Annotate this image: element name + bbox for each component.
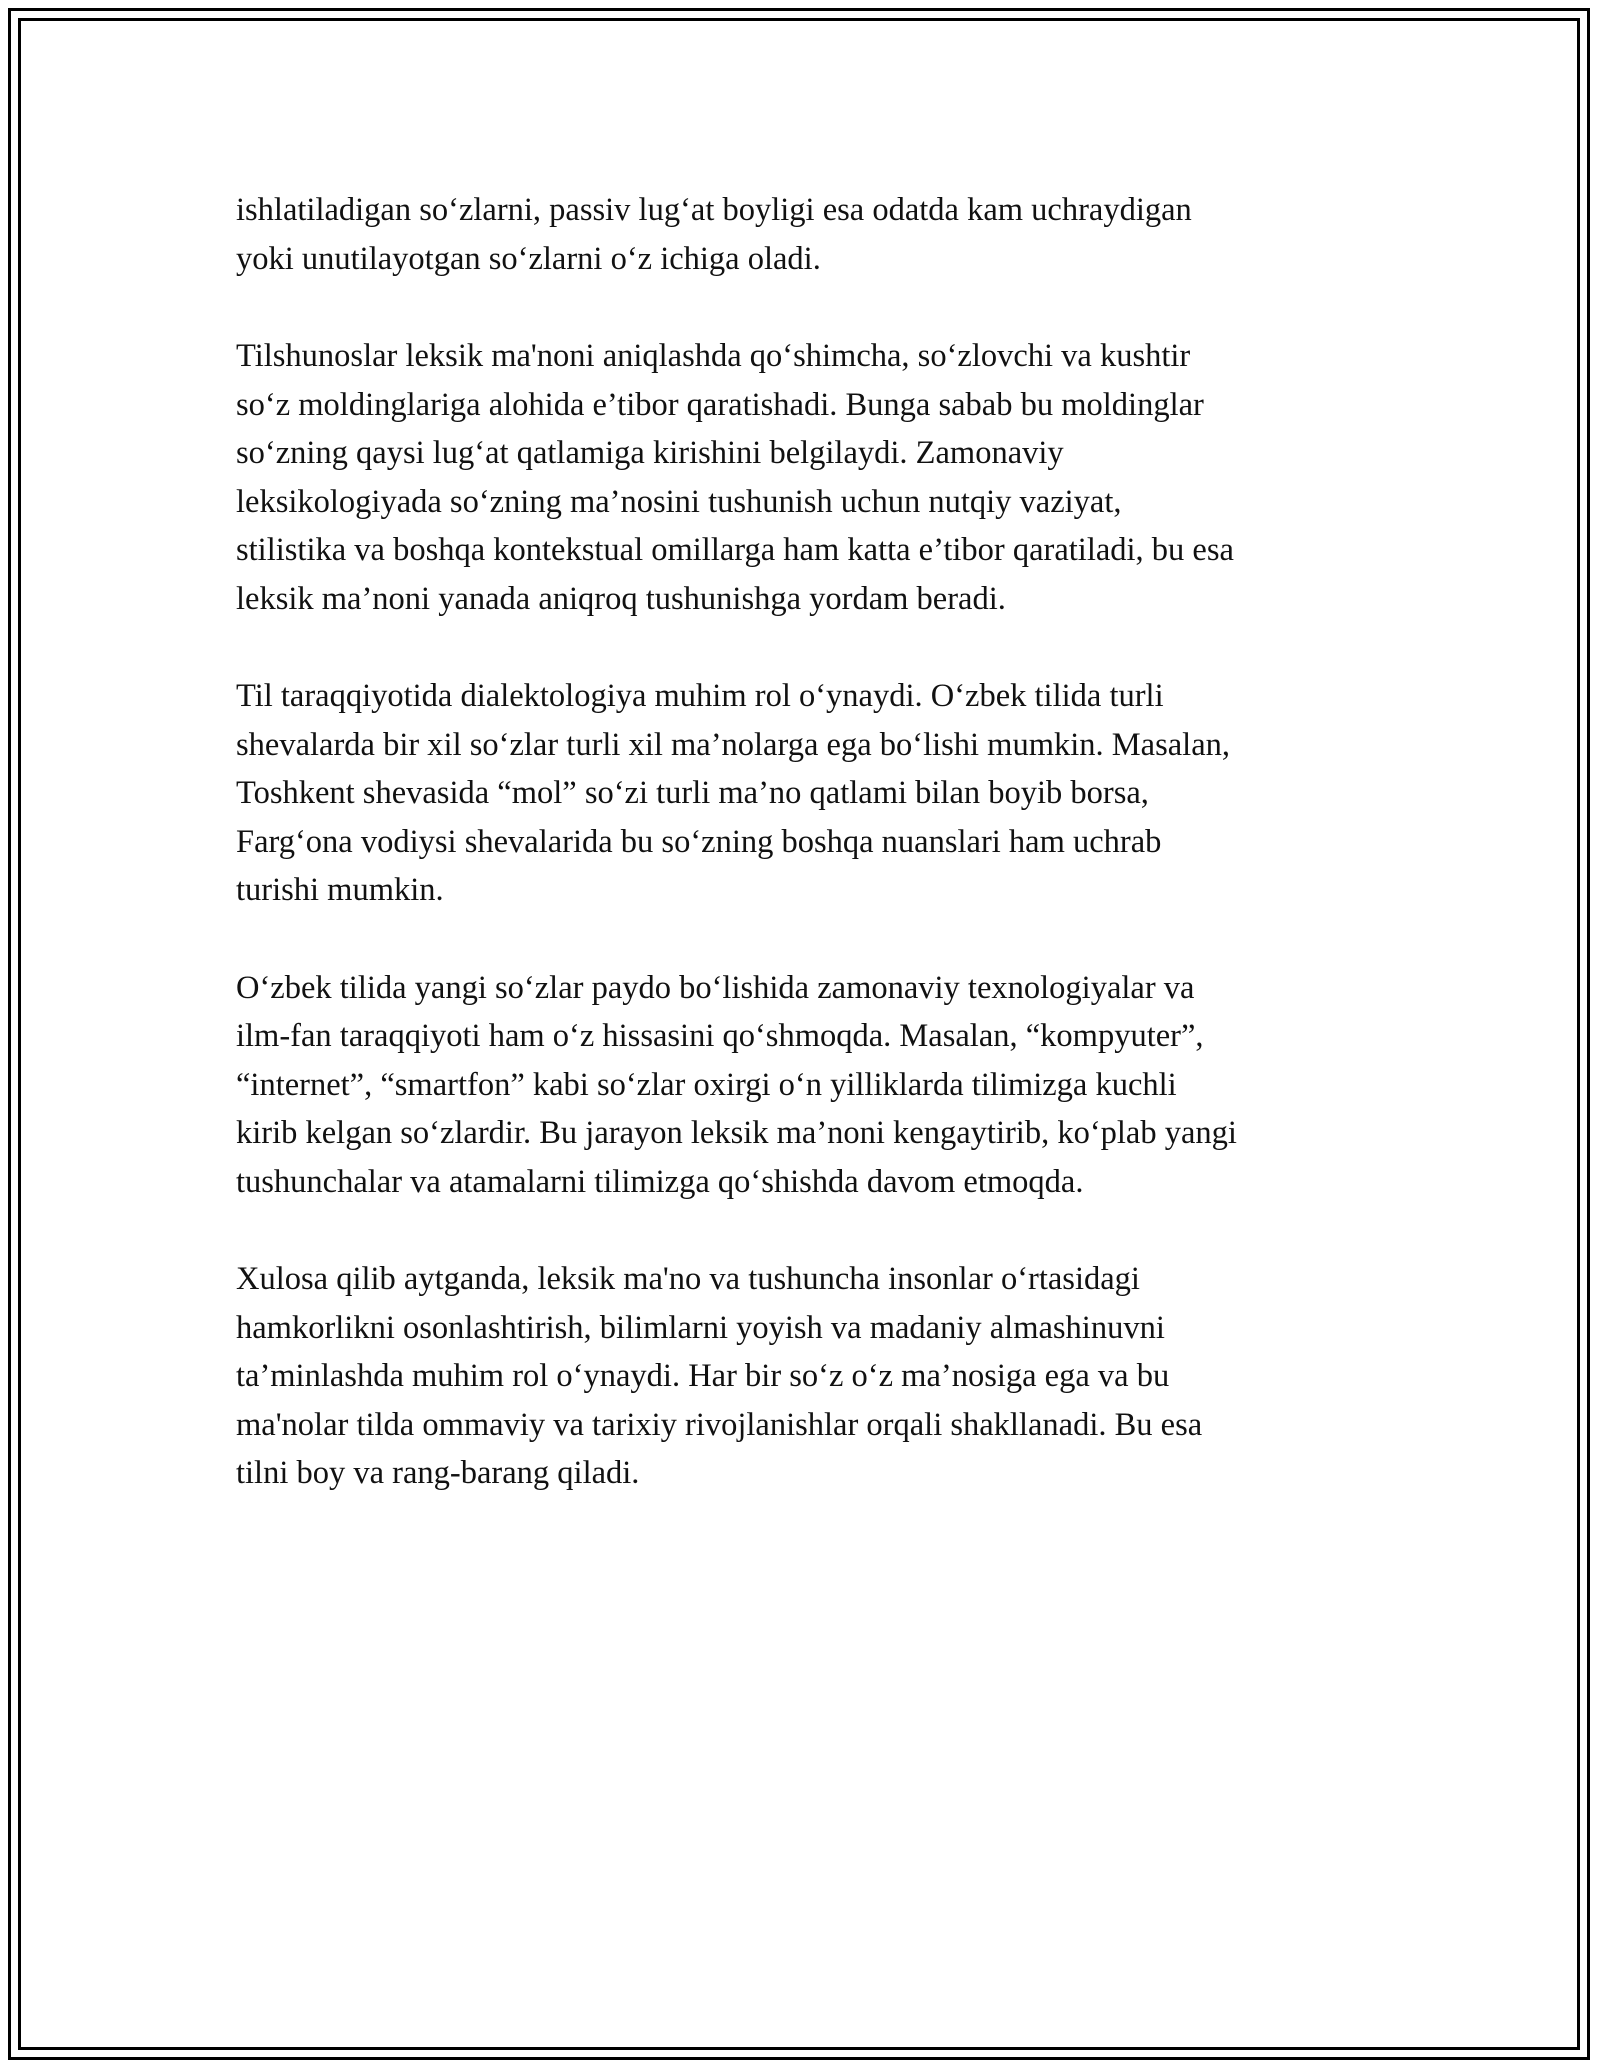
paragraph-new-words: O‘zbek tilida yangi so‘zlar paydo bo‘lishida zamonaviy texnologiyalar va ilm-fan taraqqiyoti ham o‘z hissasini qo‘shmoqda. Masalan, “kompyuter”, “internet”, “smartfon” kabi so‘zlar oxirgi o‘n yilliklarda tilimizga kuchli kirib kelgan so‘zlardir. Bu jarayon leksik ma’noni kengaytirib, ko‘plab yangi tushunchalar va atamalarni tilimizga qo‘shishda davom etmoqda.: [236, 969, 1237, 1200]
paragraph-lexicon-intro: ishlatiladigan so‘zlarni, passiv lug‘at boyligi esa odatda kam uchraydigan yoki unutilayotgan so‘zlarni o‘z ichiga oladi.: [236, 192, 1192, 277]
paragraph-conclusion: Xulosa qilib aytganda, leksik ma'no va tushuncha insonlar o‘rtasidagi hamkorlikni osonlashtirish, bilimlarni yoyish va madaniy almashinuvni ta’minlashda muhim rol o‘ynaydi. Har bir so‘z o‘z ma’nosiga ega va bu ma'nolar tilda ommaviy va tarixiy rivojlanishlar orqali shakllanadi. Bu esa tilni boy va rang-barang qiladi.: [236, 1261, 1203, 1491]
document-body: [236, 186, 1376, 1547]
paragraph-lexical-meaning: Tilshunoslar leksik ma'noni aniqlashda qo‘shimcha, so‘zlovchi va kushtir so‘z moldinglariga alohida e’tibor qaratishadi. Bunga sabab bu moldinglar so‘zning qaysi lug‘at qatlamiga kirishini belgilaydi. Zamonaviy leksikologiyada so‘zning ma’nosini tushunish uchun nutqiy vaziyat, stilistika va boshqa kontekstual omillarga ham katta e’tibor qaratiladi, bu esa leksik ma’noni yanada aniqroq tushunishga yordam beradi.: [236, 338, 1234, 617]
paragraph-dialectology: Til taraqqiyotida dialektologiya muhim rol o‘ynaydi. O‘zbek tilida turli shevalarda bir xil so‘zlar turli xil ma’nolarga ega bo‘lishi mumkin. Masalan, Toshkent shevasida “mol” so‘zi turli ma’no qatlami bilan boyib borsa, Farg‘ona vodiysi shevalarida bu so‘zning boshqa nuanslari ham uchrab turishi mumkin.: [236, 678, 1230, 908]
